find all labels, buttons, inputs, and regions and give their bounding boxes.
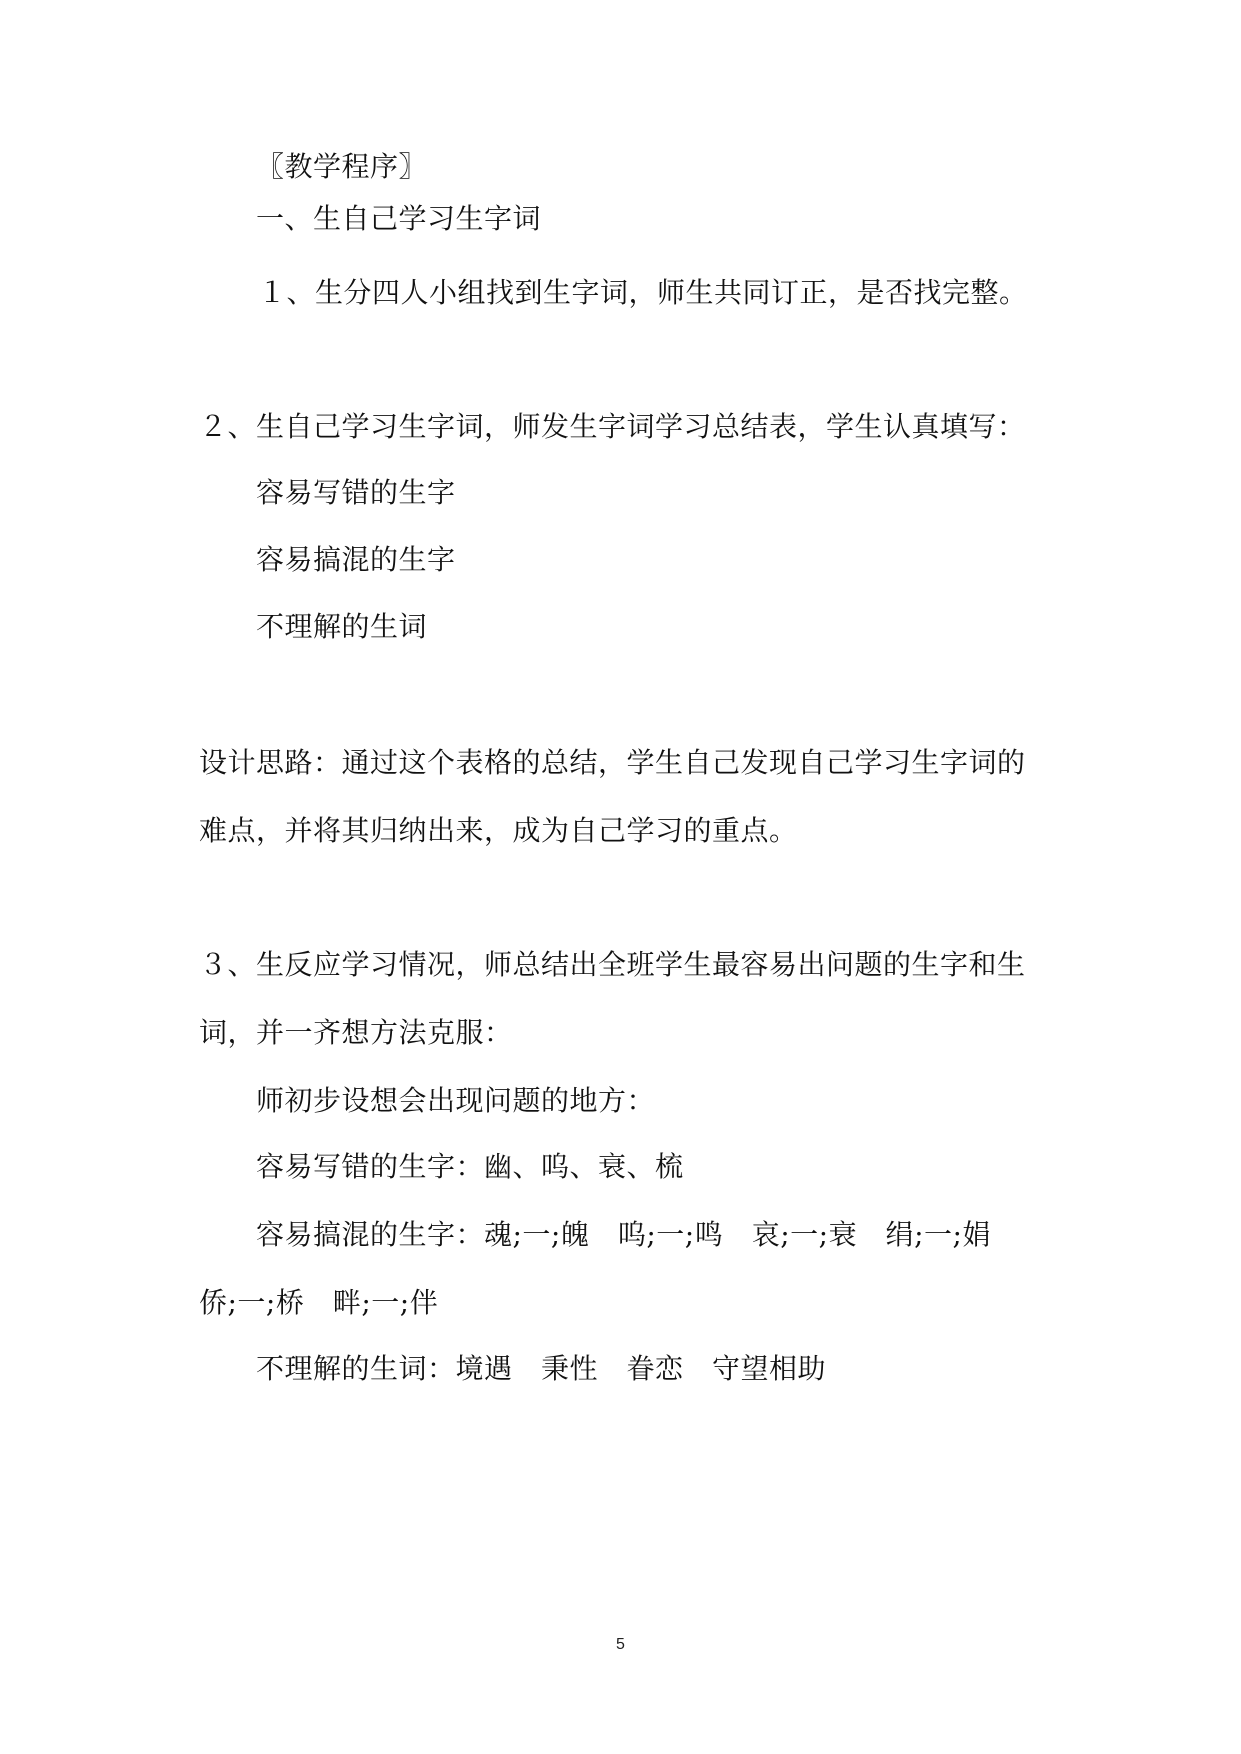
- paragraph-step-2: ２、生自己学习生字词，师发生字词学习总结表，学生认真填写：: [199, 410, 1026, 443]
- section-heading-teaching-procedure: 〖教学程序〗: [256, 150, 428, 183]
- miswritten-characters: 容易写错的生字：幽、呜、衰、梳: [256, 1150, 684, 1183]
- paragraph-step-3-line-1: ３、生反应学习情况，师总结出全班学生最容易出问题的生字和生: [199, 948, 1026, 981]
- subheading-self-study: 一、生自己学习生字词: [256, 202, 542, 235]
- not-understood-words: 不理解的生词：境遇 秉性 眷恋 守望相助: [256, 1352, 827, 1385]
- confused-characters-line-1: 容易搞混的生字：魂;一;魄 呜;一;鸣 哀;一;衰 绢;一;娟: [256, 1218, 991, 1251]
- confused-characters-line-2: 侨;一;桥 畔;一;伴: [199, 1286, 439, 1319]
- design-idea-line-2: 难点，并将其归纳出来，成为自己学习的重点。: [199, 814, 798, 847]
- table-item-confused: 容易搞混的生字: [256, 543, 456, 576]
- table-item-miswritten: 容易写错的生字: [256, 476, 456, 509]
- teacher-assumption: 师初步设想会出现问题的地方：: [256, 1084, 656, 1117]
- paragraph-step-1: １、生分四人小组找到生字词，师生共同订正，是否找完整。: [258, 276, 1028, 309]
- page-number: 5: [616, 1636, 625, 1653]
- table-item-not-understood: 不理解的生词: [256, 610, 428, 643]
- paragraph-step-3-line-2: 词，并一齐想方法克服：: [199, 1016, 513, 1049]
- design-idea-line-1: 设计思路：通过这个表格的总结，学生自己发现自己学习生字词的: [199, 746, 1026, 779]
